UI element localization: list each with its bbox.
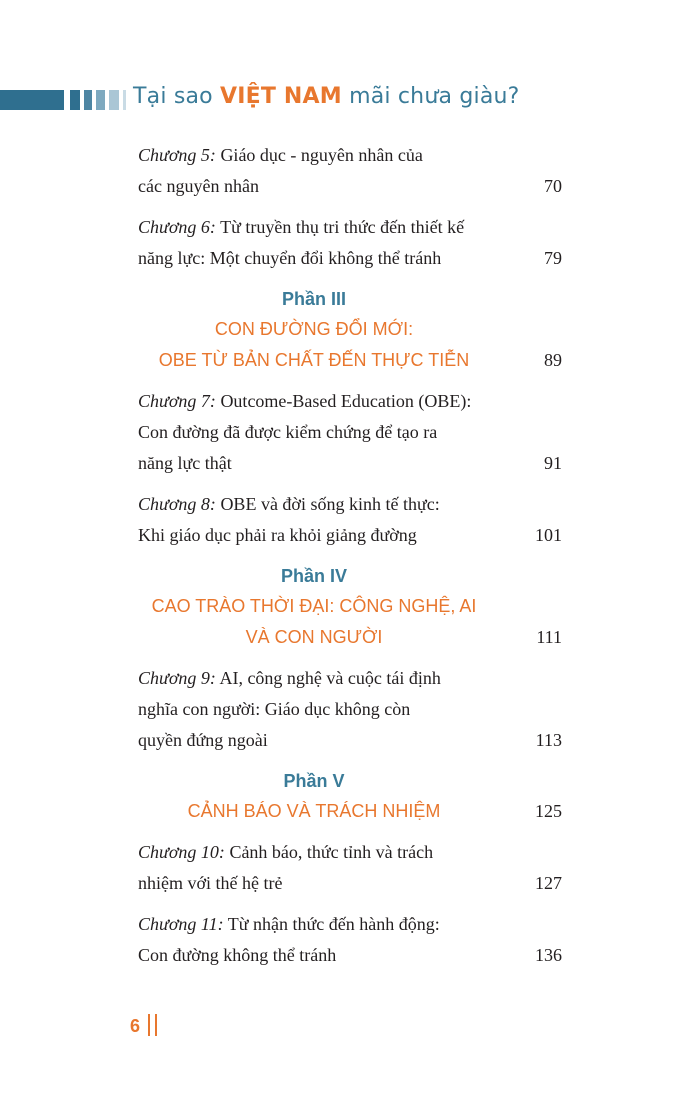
- page-number: 89: [544, 350, 562, 370]
- part-title: CAO TRÀO THỜI ĐẠI: CÔNG NGHỆ, AI: [151, 596, 477, 616]
- toc-entry-chapter-11: [138, 909, 562, 971]
- book-title-post: mãi chưa giàu?: [341, 84, 520, 109]
- chapter-title: Cảnh báo, thức tỉnh và trách: [229, 842, 434, 862]
- folio-bars-ornament: [148, 1014, 157, 1036]
- page-number: 79: [544, 248, 562, 268]
- toc-line: [138, 140, 490, 171]
- book-title-emphasis: VIỆT NAM: [220, 84, 342, 109]
- chapter-title-cont: năng lực: Một chuyển đổi không thể tránh: [138, 248, 442, 268]
- header-bar: [70, 90, 80, 110]
- chapter-title-cont: nhiệm với thế hệ trẻ: [138, 873, 283, 893]
- toc-line: [138, 489, 490, 520]
- chapter-title: AI, công nghệ và cuộc tái định: [219, 668, 441, 688]
- toc-entry-chapter-8: [138, 489, 562, 551]
- part-label: Phần III: [281, 289, 346, 309]
- chapter-title: Outcome-Based Education (OBE):: [220, 391, 472, 411]
- part-title-cont: OBE TỪ BẢN CHẤT ĐẾN THỰC TIỄN: [158, 350, 470, 370]
- page-number: 136: [535, 945, 562, 965]
- page-number: 127: [535, 873, 562, 893]
- chapter-title-cont: Con đường đã được kiểm chứng để tạo ra: [138, 422, 438, 442]
- chapter-title-cont: các nguyên nhân: [138, 176, 259, 196]
- chapter-label: Chương 6:: [138, 217, 216, 237]
- header-bar: [109, 90, 119, 110]
- page-number: 113: [535, 730, 562, 750]
- toc-line: [138, 663, 490, 694]
- page-number: 111: [536, 627, 562, 647]
- toc-line: [138, 386, 490, 417]
- table-of-contents: [138, 140, 562, 981]
- toc-part-3: [138, 284, 562, 376]
- chapter-label: Chương 9:: [138, 668, 216, 688]
- toc-line: [138, 837, 490, 868]
- page-number: 101: [535, 525, 562, 545]
- chapter-label: Chương 7:: [138, 391, 216, 411]
- toc-entry-chapter-6: [138, 212, 562, 274]
- folio-number: 6: [130, 1016, 141, 1036]
- chapter-label: Chương 11:: [138, 914, 224, 934]
- part-label: Phần IV: [280, 566, 347, 586]
- chapter-title-cont: Khi giáo dục phải ra khỏi giảng đường: [138, 525, 417, 545]
- chapter-title: OBE và đời sống kinh tế thực:: [220, 494, 440, 514]
- part-title-cont: VÀ CON NGƯỜI: [245, 627, 383, 647]
- chapter-title-cont: nghĩa con người: Giáo dục không còn: [138, 699, 411, 719]
- toc-part-5: [138, 766, 562, 827]
- page-number: 70: [544, 176, 562, 196]
- part-title: CON ĐƯỜNG ĐỔI MỚI:: [214, 319, 414, 339]
- toc-line: [138, 909, 490, 940]
- page-number: 91: [544, 453, 562, 473]
- chapter-title-cont: Con đường không thể tránh: [138, 945, 337, 965]
- toc-part-4: [138, 561, 562, 653]
- chapter-label: Chương 8:: [138, 494, 216, 514]
- header-bar: [96, 90, 105, 110]
- toc-line: [138, 212, 490, 243]
- toc-entry-chapter-7: [138, 386, 562, 479]
- toc-entry-chapter-5: [138, 140, 562, 202]
- book-title: [133, 84, 520, 109]
- part-label: Phần V: [283, 771, 345, 791]
- chapter-title: Từ truyền thụ tri thức đến thiết kế: [220, 217, 465, 237]
- chapter-title-cont: quyền đứng ngoài: [138, 730, 268, 750]
- chapter-label: Chương 10:: [138, 842, 225, 862]
- header-bar: [84, 90, 92, 110]
- toc-entry-chapter-10: [138, 837, 562, 899]
- book-title-pre: Tại sao: [133, 84, 221, 109]
- chapter-title: Từ nhận thức đến hành động:: [227, 914, 440, 934]
- page-footer: [130, 1014, 157, 1037]
- chapter-title-cont: năng lực thật: [138, 453, 232, 473]
- toc-entry-chapter-9: [138, 663, 562, 756]
- running-header: [0, 84, 696, 114]
- header-bar: [0, 90, 64, 110]
- part-title: CẢNH BÁO VÀ TRÁCH NHIỆM: [187, 801, 441, 821]
- page-number: 125: [535, 801, 562, 821]
- chapter-label: Chương 5:: [138, 145, 216, 165]
- chapter-title: Giáo dục - nguyên nhân của: [220, 145, 423, 165]
- header-bar: [123, 90, 126, 110]
